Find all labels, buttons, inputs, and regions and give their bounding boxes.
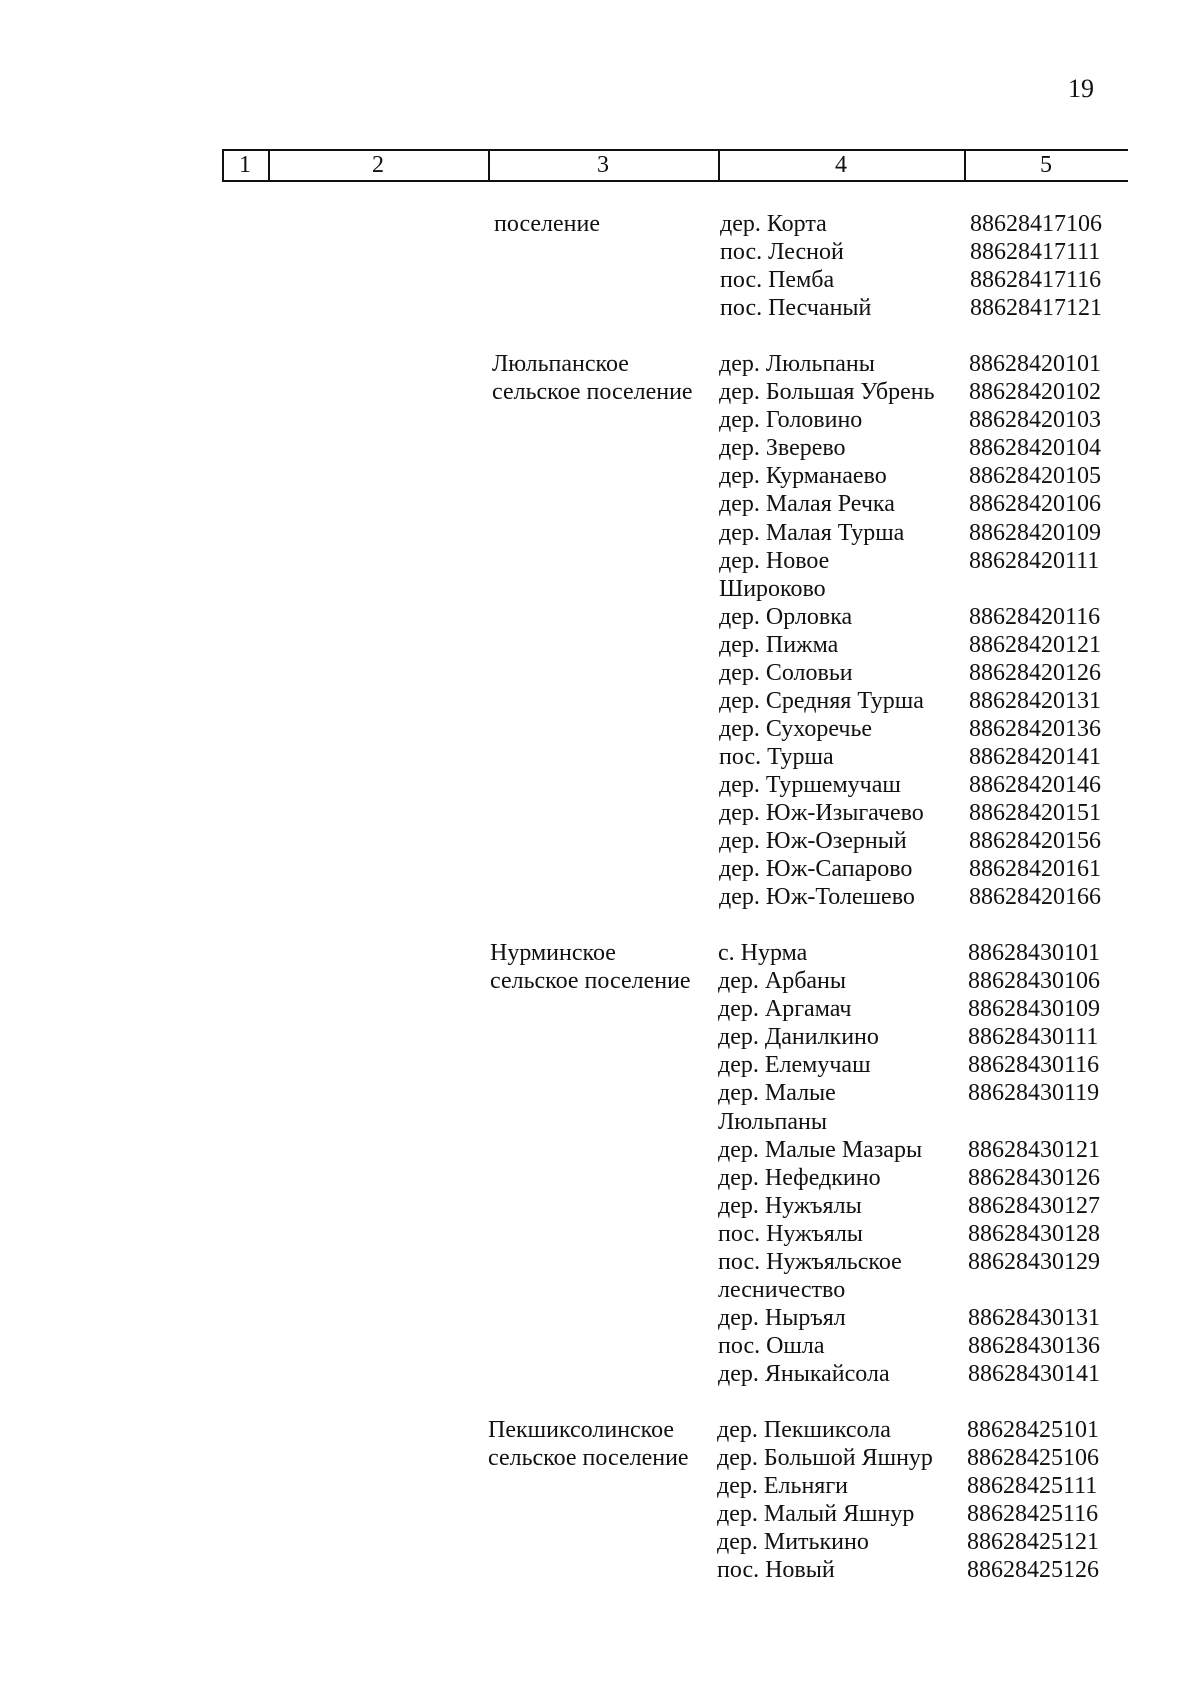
header-col-5: 5: [1040, 152, 1052, 178]
locality-name: дер. Нефедкино: [718, 1164, 881, 1191]
locality-name: дер. Средняя Турша: [719, 687, 924, 714]
header-col-1: 1: [239, 152, 251, 178]
locality-name: дер. Большая Убрень: [719, 379, 935, 406]
locality-name: пос. Ошла: [718, 1332, 825, 1359]
oktmo-code: 88628425111: [967, 1473, 1098, 1500]
locality-name: Широково: [719, 575, 826, 602]
locality-name: дер. Орловка: [719, 603, 853, 630]
locality-name: дер. Юж-Толешево: [719, 884, 915, 911]
locality-name: дер. Аргамач: [718, 996, 852, 1023]
oktmo-code: 88628430109: [968, 996, 1100, 1023]
oktmo-code: 88628425126: [967, 1557, 1099, 1584]
oktmo-code: 88628430121: [968, 1136, 1100, 1163]
oktmo-code: 88628420161: [969, 856, 1101, 883]
locality-name: пос. Песчаный: [720, 295, 872, 322]
locality-name: с. Нурма: [718, 940, 808, 967]
settlement-name: сельское поселение: [490, 968, 691, 995]
locality-name: дер. Яныкайсола: [718, 1360, 890, 1387]
page-number: 19: [1068, 74, 1094, 103]
oktmo-code: 88628417111: [970, 239, 1101, 266]
locality-name: дер. Малая Речка: [719, 491, 895, 518]
locality-name: дер. Юж-Изыгачево: [719, 800, 924, 826]
oktmo-code: 88628417121: [970, 295, 1102, 322]
header-col-4: 4: [835, 152, 847, 178]
locality-name: дер. Новое: [719, 547, 830, 574]
header-col-3: 3: [597, 152, 609, 178]
oktmo-code: 88628430128: [968, 1220, 1100, 1247]
locality-name: дер. Соловьи: [719, 659, 853, 686]
oktmo-code: 88628420156: [969, 828, 1101, 855]
oktmo-code: 88628420102: [969, 379, 1101, 406]
header-col-2: 2: [372, 152, 384, 178]
oktmo-code: 88628425121: [967, 1529, 1099, 1556]
locality-name: дер. Пижма: [719, 631, 839, 658]
locality-name: дер. Елемучаш: [718, 1052, 871, 1079]
locality-name: пос. Лесной: [720, 239, 844, 266]
locality-name: дер. Курманаево: [719, 463, 887, 490]
oktmo-code: 88628420136: [969, 715, 1101, 742]
locality-name: дер. Люльпаны: [719, 351, 875, 378]
locality-name: дер. Малый Яшнур: [717, 1501, 915, 1528]
oktmo-code: 88628430127: [968, 1192, 1100, 1219]
locality-name: лесничество: [718, 1276, 846, 1303]
oktmo-code: 88628417106: [970, 211, 1102, 237]
oktmo-code: 88628420151: [969, 800, 1101, 826]
oktmo-code: 88628430111: [968, 1024, 1099, 1051]
locality-name: пос. Нужъяльское: [718, 1248, 902, 1275]
locality-name: дер. Корта: [720, 211, 827, 237]
locality-name: дер. Малые: [718, 1080, 836, 1107]
oktmo-code: 88628420146: [969, 771, 1101, 798]
locality-name: дер. Арбаны: [718, 968, 847, 995]
oktmo-code: 88628420105: [969, 463, 1101, 490]
locality-name: дер. Пекшиксола: [717, 1417, 891, 1443]
oktmo-code: 88628420166: [969, 884, 1101, 911]
locality-name: пос. Новый: [717, 1557, 835, 1584]
locality-name: дер. Большой Яшнур: [717, 1445, 933, 1472]
oktmo-code: 88628430129: [968, 1248, 1100, 1275]
oktmo-code: 88628430136: [968, 1332, 1100, 1359]
locality-name: дер. Зверево: [719, 435, 846, 462]
oktmo-code: 88628430131: [968, 1304, 1100, 1331]
oktmo-code: 88628420141: [969, 743, 1101, 770]
oktmo-code: 88628417116: [970, 267, 1102, 294]
locality-name: дер. Головино: [719, 407, 863, 434]
oktmo-code: 88628430116: [968, 1052, 1100, 1079]
settlement-name: поселение: [494, 211, 601, 237]
oktmo-code: 88628420121: [969, 631, 1101, 658]
settlement-name: Пекшиксолинское: [488, 1417, 675, 1443]
oktmo-code: 88628420111: [969, 547, 1100, 574]
locality-name: дер. Малая Турша: [719, 519, 905, 546]
locality-name: дер. Сухоречье: [719, 715, 873, 742]
locality-name: дер. Туршемучаш: [719, 771, 901, 798]
settlement-name: сельское поселение: [488, 1445, 689, 1472]
oktmo-code: 88628425116: [967, 1501, 1099, 1528]
settlement-name: Нурминское: [490, 940, 616, 967]
locality-name: дер. Нужъялы: [718, 1192, 862, 1219]
oktmo-code: 88628420131: [969, 687, 1101, 714]
oktmo-code: 88628430126: [968, 1164, 1100, 1191]
locality-name: Люльпаны: [718, 1108, 827, 1135]
locality-name: дер. Юж-Озерный: [719, 828, 907, 855]
locality-name: дер. Малые Мазары: [718, 1136, 923, 1163]
oktmo-code: 88628425101: [967, 1417, 1099, 1443]
settlement-name: сельское поселение: [492, 379, 693, 406]
locality-name: дер. Ныръял: [718, 1304, 846, 1331]
oktmo-code: 88628420126: [969, 659, 1101, 686]
locality-name: дер. Данилкино: [718, 1024, 879, 1051]
oktmo-code: 88628420103: [969, 407, 1101, 434]
oktmo-code: 88628425106: [967, 1445, 1099, 1472]
oktmo-code: 88628420101: [969, 351, 1101, 378]
locality-name: дер. Ельняги: [717, 1473, 849, 1500]
oktmo-code: 88628420109: [969, 519, 1101, 546]
oktmo-code: 88628430119: [968, 1080, 1100, 1107]
oktmo-code: 88628420104: [969, 435, 1101, 462]
settlement-name: Люльпанское: [492, 351, 629, 378]
locality-name: пос. Пемба: [720, 267, 835, 294]
locality-name: пос. Турша: [719, 743, 834, 770]
oktmo-code: 88628430101: [968, 940, 1100, 967]
oktmo-code: 88628420116: [969, 603, 1101, 630]
oktmo-code: 88628430106: [968, 968, 1100, 995]
oktmo-code: 88628420106: [969, 491, 1101, 518]
locality-name: дер. Митькино: [717, 1529, 869, 1556]
locality-name: дер. Юж-Сапарово: [719, 856, 913, 883]
oktmo-code: 88628430141: [968, 1360, 1100, 1387]
locality-name: пос. Нужъялы: [718, 1220, 863, 1247]
